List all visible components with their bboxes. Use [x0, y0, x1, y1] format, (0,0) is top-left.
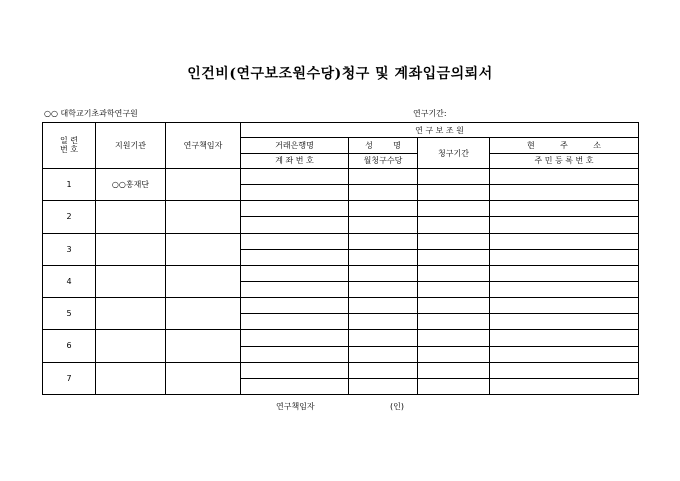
funding-agency-cell[interactable]	[96, 233, 166, 265]
funding-agency-cell[interactable]: ○○홍재단	[96, 168, 166, 200]
header-row-1	[43, 123, 639, 138]
name-cell[interactable]	[349, 362, 418, 378]
signer-label: 연구책임자	[276, 402, 315, 411]
serial-number-cell: 7	[43, 362, 96, 394]
monthly-allowance-header: 월청구수당	[349, 153, 418, 168]
monthly-allowance-cell[interactable]	[349, 249, 418, 265]
principal-investigator-cell[interactable]	[166, 330, 241, 362]
name-cell[interactable]	[349, 265, 418, 281]
account-number-cell[interactable]	[241, 346, 349, 362]
entry-row	[43, 362, 639, 378]
serial-number-cell: 1	[43, 168, 96, 200]
claim-form-table	[42, 122, 639, 395]
monthly-allowance-cell[interactable]	[349, 281, 418, 297]
claim-period-cell[interactable]	[418, 265, 490, 281]
serial-number-cell: 3	[43, 233, 96, 265]
resident-number-cell[interactable]	[490, 378, 639, 394]
bank-name-cell[interactable]	[241, 298, 349, 314]
address-header: 현 주 소	[490, 138, 639, 153]
claim-period-sub-cell[interactable]	[418, 314, 490, 330]
claim-period-cell[interactable]	[418, 298, 490, 314]
name-cell[interactable]	[349, 330, 418, 346]
account-number-cell[interactable]	[241, 378, 349, 394]
resident-number-cell[interactable]	[490, 346, 639, 362]
funding-agency-cell[interactable]	[96, 362, 166, 394]
funding-agency-cell[interactable]	[96, 298, 166, 330]
claim-period-cell[interactable]	[418, 362, 490, 378]
address-cell[interactable]	[490, 168, 639, 184]
bank-name-cell[interactable]	[241, 362, 349, 378]
entry-row	[43, 168, 639, 184]
address-cell[interactable]	[490, 233, 639, 249]
monthly-allowance-cell[interactable]	[349, 217, 418, 233]
principal-investigator-cell[interactable]	[166, 201, 241, 233]
research-assistant-header: 연 구 보 조 원	[241, 123, 639, 138]
claim-period-header: 청구기간	[418, 138, 490, 169]
claim-period-sub-cell[interactable]	[418, 249, 490, 265]
claim-period-cell[interactable]	[418, 330, 490, 346]
principal-investigator-cell[interactable]	[166, 168, 241, 200]
serial-number-cell: 4	[43, 265, 96, 297]
serial-number-header: 일 련 번 호	[43, 123, 96, 169]
serial-number-cell: 6	[43, 330, 96, 362]
claim-period-sub-cell[interactable]	[418, 281, 490, 297]
address-cell[interactable]	[490, 362, 639, 378]
account-number-cell[interactable]	[241, 314, 349, 330]
monthly-allowance-cell[interactable]	[349, 346, 418, 362]
bank-name-cell[interactable]	[241, 330, 349, 346]
funding-agency-header: 지원기관	[96, 123, 166, 169]
bank-name-cell[interactable]	[241, 233, 349, 249]
entry-row	[43, 233, 639, 249]
resident-number-cell[interactable]	[490, 249, 639, 265]
bank-name-cell[interactable]	[241, 168, 349, 184]
claim-period-cell[interactable]	[418, 201, 490, 217]
claim-period-cell[interactable]	[418, 233, 490, 249]
funding-agency-cell[interactable]	[96, 330, 166, 362]
resident-number-cell[interactable]	[490, 185, 639, 201]
claim-period-sub-cell[interactable]	[418, 185, 490, 201]
name-cell[interactable]	[349, 298, 418, 314]
principal-investigator-cell[interactable]	[166, 298, 241, 330]
serial-number-cell: 2	[43, 201, 96, 233]
research-period-label: 연구기간:	[413, 109, 447, 118]
claim-period-sub-cell[interactable]	[418, 378, 490, 394]
document-title: 인건비(연구보조원수당)청구 및 계좌입금의뢰서	[187, 66, 493, 82]
entry-row	[43, 298, 639, 314]
address-cell[interactable]	[490, 265, 639, 281]
resident-number-cell[interactable]	[490, 281, 639, 297]
serial-number-cell: 5	[43, 298, 96, 330]
address-cell[interactable]	[490, 298, 639, 314]
name-cell[interactable]	[349, 233, 418, 249]
name-cell[interactable]	[349, 168, 418, 184]
funding-agency-cell[interactable]	[96, 265, 166, 297]
account-number-header: 계 좌 번 호	[241, 153, 349, 168]
resident-number-cell[interactable]	[490, 217, 639, 233]
entry-row	[43, 330, 639, 346]
principal-investigator-header: 연구책임자	[166, 123, 241, 169]
monthly-allowance-cell[interactable]	[349, 378, 418, 394]
entry-row	[43, 265, 639, 281]
principal-investigator-cell[interactable]	[166, 362, 241, 394]
claim-period-cell[interactable]	[418, 168, 490, 184]
name-header: 성 명	[349, 138, 418, 153]
monthly-allowance-cell[interactable]	[349, 185, 418, 201]
resident-number-header: 주 민 등 록 번 호	[490, 153, 639, 168]
claim-period-sub-cell[interactable]	[418, 346, 490, 362]
seal-mark: (인)	[390, 402, 404, 411]
resident-number-cell[interactable]	[490, 314, 639, 330]
account-number-cell[interactable]	[241, 281, 349, 297]
bank-name-header: 거래은행명	[241, 138, 349, 153]
address-cell[interactable]	[490, 330, 639, 346]
claim-period-sub-cell[interactable]	[418, 217, 490, 233]
bank-name-cell[interactable]	[241, 201, 349, 217]
entry-row	[43, 201, 639, 217]
account-number-cell[interactable]	[241, 249, 349, 265]
bank-name-cell[interactable]	[241, 265, 349, 281]
account-number-cell[interactable]	[241, 217, 349, 233]
institute-name: ○○ 대학교기초과학연구원	[44, 109, 138, 118]
account-number-cell[interactable]	[241, 185, 349, 201]
name-cell[interactable]	[349, 201, 418, 217]
principal-investigator-cell[interactable]	[166, 233, 241, 265]
principal-investigator-cell[interactable]	[166, 265, 241, 297]
funding-agency-cell[interactable]	[96, 201, 166, 233]
address-cell[interactable]	[490, 201, 639, 217]
monthly-allowance-cell[interactable]	[349, 314, 418, 330]
